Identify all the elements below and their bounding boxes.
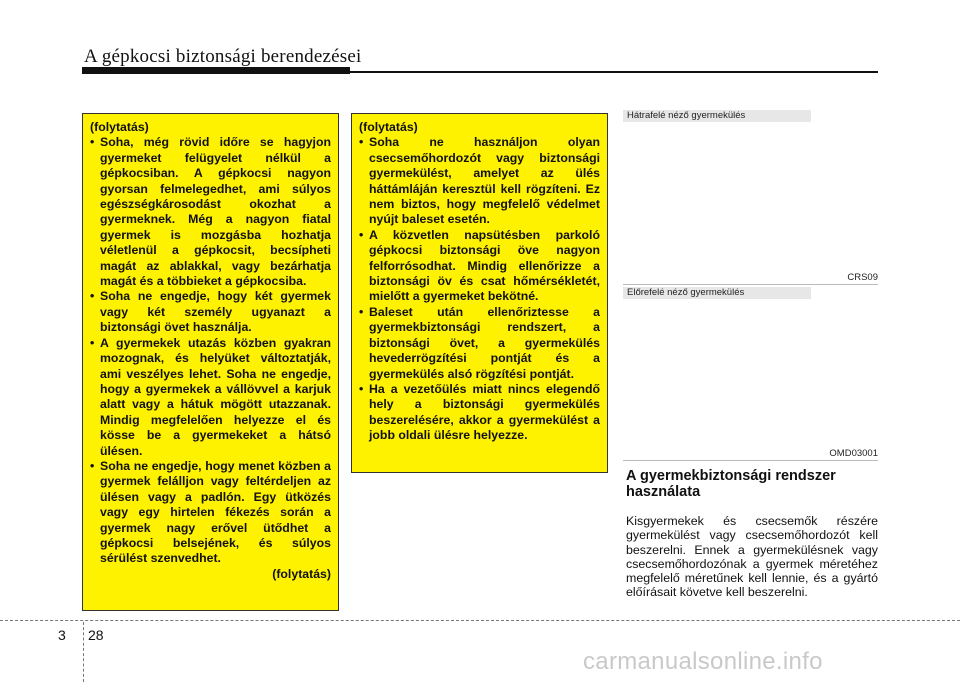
- warning-list: [90, 135, 331, 566]
- footer-vertical-divider: [83, 622, 84, 682]
- figure-code-front: OMD03001: [829, 448, 878, 459]
- warning-item: • Soha, még rövid időre se hagyjon gyermeket felügyelet nélkül a gépkocsiban. A gépkocsi nagyon gyorsan felmelegedhet, ami súlyos egészségkárosodást okozhat a gyermeknek. Még a nagyon fiatal gyermek is mozgásba hozhatja véletlenül a gépkocsit, becsípheti magát az ablakkal, vagy bezárhatja magát és a többieket a gépkocsiba.: [90, 135, 331, 289]
- figure-label-front-facing: Előrefelé néző gyermekülés: [623, 287, 811, 299]
- warning-list: [359, 135, 600, 443]
- page-header-title: A gépkocsi biztonsági berendezései: [84, 46, 362, 67]
- chapter-number: 3: [58, 627, 66, 643]
- warning-item: • Baleset után ellenőriztesse a gyermekbiztonsági rendszert, a biztonsági övet, a gyermekülés hevederrögzítési pontját és a gyermekülés alsó rögzítési pontját.: [359, 305, 600, 382]
- warning-item: • Soha ne használjon olyan csecsemőhordozót vagy biztonsági gyermekülést, amelyet az ülés háttámláján keresztül kell rögzíteni. Ez nem biztos, hogy megfelelő védelmet nyújt baleset esetén.: [359, 135, 600, 227]
- section-heading: A gyermekbiztonsági rendszer használata: [626, 468, 836, 500]
- warning-item: • A gyermekek utazás közben gyakran mozognak, és helyüket változtatják, ami veszélyes lehet. Soha ne engedje, hogy a gyermekek a vállövvel a karjuk alatt vagy a hátuk mögött utazzanak. Mindig megfelelően helyezze el és kösse be a gyermekeket a hátsó ülésen.: [90, 336, 331, 459]
- page-number: 28: [88, 627, 104, 643]
- warning-box-middle: [351, 113, 608, 473]
- footer-divider: [0, 620, 960, 621]
- header-rule-thick: [82, 67, 350, 74]
- watermark-text: carmanualsonline.info: [583, 648, 823, 675]
- section-body-text: Kisgyermekek és csecsemők részére gyermekülést vagy csecsemőhordozót kell beszerelni. Ennek a gyermekülésnek vagy csecsemőhordozónak a gyermek méretéhez megfelelő méretűnek kell lennie, és a gyártó előírásait követve kell beszerelni.: [626, 514, 878, 600]
- continuation-end-label: (folytatás): [272, 566, 331, 581]
- warning-item: • Ha a vezetőülés miatt nincs elegendő hely a biztonsági gyermekülés beszerelésére, akkor a gyermekülést a jobb oldali ülésre helyezze.: [359, 382, 600, 444]
- figure-divider: [623, 460, 878, 461]
- figure-code-rear: CRS09: [847, 272, 878, 283]
- continuation-label: (folytatás): [90, 120, 149, 134]
- figure-divider: [623, 284, 878, 285]
- warning-item: • Soha ne engedje, hogy menet közben a gyermek felálljon vagy feltérdeljen az ülésen vagy a padlón. Egy ütközés vagy egy hirtelen fékezés során a gyermek nagy erővel ütődhet a gépkocsi belsejének, és súlyos sérülést szenvedhet.: [90, 459, 331, 567]
- continuation-label: (folytatás): [359, 120, 418, 134]
- warning-item: • A közvetlen napsütésben parkoló gépkocsi biztonsági öve nagyon felforrósodhat. Mindig ellenőrizze a biztonsági öv és csat hőmérsékletét, mielőtt a gyermeket bekötné.: [359, 228, 600, 305]
- figure-label-rear-facing: Hátrafelé néző gyermekülés: [623, 110, 811, 122]
- warning-item: • Soha ne engedje, hogy két gyermek vagy két személy ugyanazt a biztonsági övet használja.: [90, 289, 331, 335]
- header-rule-thin: [350, 71, 878, 73]
- warning-box-left: [82, 113, 339, 611]
